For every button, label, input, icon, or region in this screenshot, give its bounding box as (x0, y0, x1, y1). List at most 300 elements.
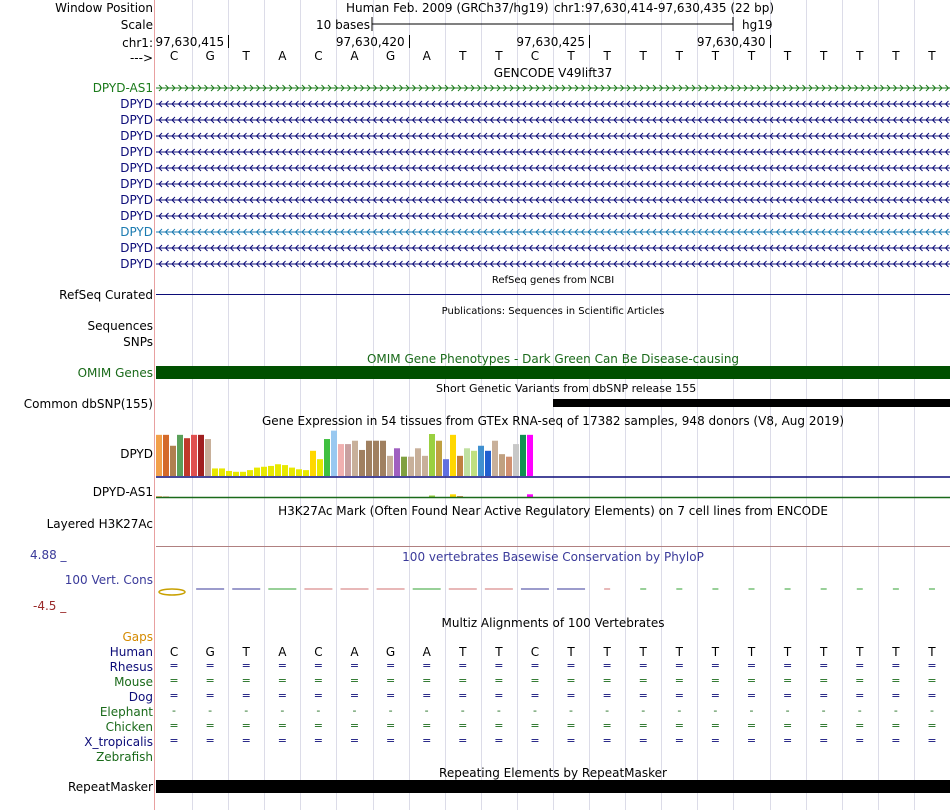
multiz-match-symbol: = (710, 719, 721, 732)
multiz-match-symbol: - (352, 704, 357, 717)
multiz-match-symbol: = (746, 689, 757, 702)
position-tick-label: 97,630,415 (155, 35, 225, 49)
gtex-track-title[interactable]: Gene Expression in 54 tissues from GTEx RNA-seq of 17382 samples, 948 donors (V8, Aug 2019) (261, 414, 845, 428)
multiz-match-symbol: = (891, 689, 901, 702)
multiz-match-symbol: = (710, 689, 721, 702)
gtex-tissue-bar[interactable] (380, 441, 386, 476)
multiz-match-symbol: - (821, 704, 826, 717)
multiz-match-symbol: = (349, 659, 360, 672)
gtex-tissue-bar[interactable] (443, 459, 449, 476)
gtex-tissue-bar[interactable] (352, 441, 358, 476)
gtex-tissue-bar[interactable] (485, 451, 491, 476)
multiz-match-symbol: = (277, 659, 287, 672)
dbsnp-track-title[interactable]: Short Genetic Variants from dbSNP release 155 (436, 382, 697, 395)
multiz-match-symbol: = (494, 734, 504, 747)
multiz-species-label[interactable]: Rhesus (109, 660, 153, 674)
multiz-match-symbol: = (494, 719, 504, 732)
multiz-match-symbol: - (641, 704, 646, 717)
gtex-tissue-bar[interactable] (429, 434, 435, 476)
multiz-match-symbol: = (277, 674, 287, 687)
omim-track-title[interactable]: OMIM Gene Phenotypes - Dark Green Can Be Disease-causing (366, 352, 740, 366)
phylop-ymax-label: 4.88 _ (30, 548, 67, 562)
multiz-species-label[interactable]: Zebrafish (96, 750, 153, 764)
multiz-match-symbol: = (241, 734, 251, 747)
gencode-transcript-label[interactable]: DPYD (120, 241, 153, 255)
chrom-label: chr1: (122, 36, 153, 50)
multiz-human-base: T (928, 645, 936, 659)
multiz-match-symbol: = (927, 734, 937, 747)
multiz-match-symbol: = (458, 674, 468, 687)
multiz-match-symbol: = (566, 659, 576, 672)
gtex-tissue-bar[interactable] (366, 441, 372, 476)
multiz-species-label[interactable]: Human (109, 645, 153, 659)
base-letter: T (603, 49, 611, 63)
multiz-match-symbol: = (313, 719, 324, 732)
multiz-match-symbol: = (746, 659, 757, 672)
publications-track-title[interactable]: Publications: Sequences in Scientific Articles (441, 306, 665, 317)
multiz-match-symbol: = (927, 659, 937, 672)
multiz-human-base: A (350, 645, 359, 659)
multiz-match-symbol: = (710, 734, 721, 747)
repeatmasker-track-title[interactable]: Repeating Elements by RepeatMasker (439, 766, 667, 780)
multiz-match-symbol: = (891, 659, 901, 672)
multiz-match-symbol: = (855, 734, 865, 747)
gencode-transcript-line[interactable] (156, 147, 950, 157)
multiz-human-base: G (205, 645, 215, 659)
position-tick-mark (409, 35, 410, 48)
gtex-tissue-bar[interactable] (520, 435, 526, 476)
multiz-match-symbol: = (674, 689, 684, 702)
gtex-tissue-bar[interactable] (492, 441, 498, 476)
multiz-match-symbol: = (349, 734, 360, 747)
multiz-match-symbol: = (819, 659, 829, 672)
gtex-tissue-bar[interactable] (359, 450, 365, 476)
multiz-species-label[interactable]: Dog (128, 690, 153, 704)
multiz-match-symbol: = (530, 659, 540, 672)
base-letter: C (530, 49, 540, 63)
multiz-human-base: T (747, 645, 756, 659)
multiz-match-symbol: = (819, 734, 829, 747)
multiz-match-symbol: = (782, 659, 793, 672)
base-letter: C (314, 49, 323, 63)
gtex-tissue-bar[interactable] (268, 466, 274, 476)
multiz-match-symbol: = (782, 689, 793, 702)
base-letter: G (385, 49, 396, 63)
multiz-match-symbol: = (602, 689, 612, 702)
multiz-match-symbol: = (530, 719, 540, 732)
multiz-match-symbol: = (422, 659, 432, 672)
gencode-transcript-line[interactable] (156, 83, 950, 93)
gtex-tissue-bar[interactable] (247, 470, 253, 476)
publications-snps-label[interactable]: SNPs (123, 335, 153, 349)
gencode-transcript-line[interactable] (156, 243, 950, 253)
multiz-match-symbol: = (819, 689, 829, 702)
gencode-transcript-line[interactable] (156, 259, 950, 269)
multiz-human-base: T (603, 645, 611, 659)
gtex-tissue-bar[interactable] (205, 439, 211, 476)
multiz-human-base: T (567, 645, 575, 659)
gencode-transcript-label[interactable]: DPYD (120, 161, 153, 175)
multiz-match-symbol: = (746, 734, 757, 747)
multiz-match-symbol: = (349, 719, 360, 732)
base-letter: T (459, 49, 467, 63)
multiz-match-symbol: = (891, 674, 901, 687)
multiz-match-symbol: = (746, 719, 757, 732)
multiz-match-symbol: = (169, 689, 179, 702)
gtex-tissue-bar[interactable] (401, 457, 407, 476)
multiz-match-symbol: = (385, 674, 396, 687)
multiz-match-symbol: = (313, 689, 324, 702)
multiz-match-symbol: = (241, 719, 251, 732)
multiz-match-symbol: = (241, 659, 251, 672)
multiz-match-symbol: = (169, 719, 179, 732)
multiz-match-symbol: = (205, 734, 215, 747)
multiz-match-symbol: = (277, 719, 287, 732)
multiz-match-symbol: = (205, 659, 215, 672)
multiz-match-symbol: = (855, 689, 865, 702)
multiz-match-symbol: = (277, 689, 287, 702)
multiz-human-base: T (856, 645, 864, 659)
multiz-match-symbol: = (782, 734, 793, 747)
multiz-human-base: A (278, 645, 287, 659)
multiz-match-symbol: = (313, 734, 324, 747)
omim-track-label[interactable]: OMIM Genes (77, 366, 153, 380)
gtex-tissue-bar[interactable] (408, 457, 414, 476)
gencode-transcript-label[interactable]: DPYD (120, 225, 153, 239)
gtex-tissue-bar[interactable] (254, 468, 260, 476)
multiz-match-symbol: = (349, 674, 360, 687)
gencode-transcript-label[interactable]: DPYD-AS1 (92, 81, 153, 95)
scale-bar-text: 10 bases (316, 18, 370, 32)
multiz-match-symbol: - (749, 704, 754, 717)
gtex-tissue-bar[interactable] (499, 454, 505, 476)
base-letter: T (242, 49, 250, 63)
gtex-tissue-bar[interactable] (191, 435, 197, 476)
gtex-tissue-bar[interactable] (415, 448, 421, 476)
multiz-match-symbol: = (566, 674, 576, 687)
multiz-match-symbol: = (385, 659, 396, 672)
gtex-tissue-bar[interactable] (198, 435, 204, 476)
gtex-tissue-bar[interactable] (156, 435, 162, 476)
multiz-match-symbol: = (710, 659, 721, 672)
gtex-tissue-bar[interactable] (261, 467, 267, 476)
h3k27ac-track-label[interactable]: Layered H3K27Ac (46, 517, 153, 531)
gencode-transcript-line[interactable] (156, 115, 950, 125)
phylop-track-label[interactable]: 100 Vert. Cons (64, 573, 153, 587)
multiz-match-symbol: - (244, 704, 249, 717)
multiz-match-symbol: = (674, 719, 684, 732)
multiz-match-symbol: = (422, 734, 432, 747)
multiz-match-symbol: - (857, 704, 862, 717)
gtex-tissue-bar[interactable] (527, 435, 533, 476)
position-tick-mark (770, 35, 771, 48)
gencode-transcript-line[interactable] (156, 211, 950, 221)
multiz-match-symbol: = (422, 674, 432, 687)
multiz-match-symbol: = (169, 734, 179, 747)
multiz-match-symbol: = (205, 719, 215, 732)
multiz-match-symbol: - (532, 704, 537, 717)
multiz-species-label[interactable]: Elephant (99, 705, 153, 719)
multiz-match-symbol: - (460, 704, 465, 717)
gtex-gene2-label[interactable]: DPYD-AS1 (92, 485, 153, 499)
multiz-match-symbol: - (280, 704, 285, 717)
multiz-match-symbol: = (891, 719, 901, 732)
multiz-match-symbol: = (927, 674, 937, 687)
multiz-match-symbol: - (388, 704, 393, 717)
base-letter: G (205, 49, 215, 63)
multiz-match-symbol: = (313, 659, 324, 672)
omim-gene-bar[interactable] (156, 366, 950, 379)
base-letter: T (747, 49, 756, 63)
label-divider[interactable] (154, 0, 155, 810)
h3k27ac-baseline (156, 546, 950, 548)
gtex-as1-tissue-bar[interactable] (527, 494, 533, 497)
multiz-human-base: T (820, 645, 828, 659)
gtex-tissue-bar[interactable] (177, 435, 183, 476)
multiz-match-symbol: = (891, 734, 901, 747)
position-tick-label: 97,630,430 (696, 35, 766, 49)
multiz-match-symbol: = (458, 719, 468, 732)
gtex-tissue-bar[interactable] (373, 441, 379, 476)
multiz-match-symbol: = (530, 689, 540, 702)
gtex-tissue-bar[interactable] (233, 472, 239, 476)
multiz-match-symbol: = (566, 734, 576, 747)
multiz-match-symbol: = (494, 689, 504, 702)
window-position-text: chr1:97,630,414-97,630,435 (22 bp) (554, 1, 775, 15)
gencode-transcript-line[interactable] (156, 99, 950, 109)
gencode-transcript-label[interactable]: DPYD (120, 129, 153, 143)
gtex-tissue-bar[interactable] (219, 468, 225, 476)
gencode-track-title[interactable]: GENCODE V49lift37 (493, 66, 613, 80)
position-tick-label: 97,630,420 (335, 35, 405, 49)
scale-db-label: hg19 (742, 18, 773, 32)
gtex-tissue-bar[interactable] (506, 457, 512, 476)
multiz-human-base: T (783, 645, 792, 659)
gtex-tissue-bar[interactable] (240, 472, 246, 476)
multiz-human-base: C (530, 645, 540, 659)
multiz-match-symbol: = (349, 689, 360, 702)
multiz-match-symbol: - (677, 704, 682, 717)
multiz-match-symbol: = (241, 674, 251, 687)
multiz-match-symbol: = (602, 734, 612, 747)
gtex-tissue-bar[interactable] (310, 451, 316, 476)
multiz-match-symbol: = (458, 734, 468, 747)
multiz-match-symbol: = (855, 659, 865, 672)
multiz-species-label[interactable]: Chicken (105, 720, 153, 734)
multiz-match-symbol: = (710, 674, 721, 687)
multiz-match-symbol: = (674, 734, 684, 747)
gencode-transcript-label[interactable]: DPYD (120, 177, 153, 191)
gencode-transcript-label[interactable]: DPYD (120, 257, 153, 271)
gtex-gene-label[interactable]: DPYD (120, 447, 153, 461)
multiz-match-symbol: = (277, 734, 287, 747)
gtex-tissue-bar[interactable] (226, 471, 232, 476)
gtex-tissue-bar[interactable] (478, 446, 484, 476)
multiz-match-symbol: = (422, 719, 432, 732)
gencode-transcript-label[interactable]: DPYD (120, 97, 153, 111)
gencode-transcript-label[interactable]: DPYD (120, 209, 153, 223)
base-letter: T (639, 49, 647, 63)
gtex-tissue-bar[interactable] (345, 444, 351, 476)
multiz-match-symbol: = (819, 719, 829, 732)
multiz-match-symbol: = (458, 659, 468, 672)
multiz-match-symbol: = (927, 719, 937, 732)
gtex-tissue-bar[interactable] (170, 446, 176, 476)
multiz-match-symbol: - (713, 704, 718, 717)
multiz-match-symbol: = (674, 659, 684, 672)
multiz-human-base: T (711, 645, 720, 659)
refseq-track-title[interactable]: RefSeq genes from NCBI (491, 275, 615, 286)
multiz-match-symbol: - (569, 704, 574, 717)
gencode-transcript-label[interactable]: DPYD (120, 193, 153, 207)
base-letter: C (169, 49, 179, 63)
publications-sequences-label[interactable]: Sequences (87, 319, 153, 333)
gtex-tissue-bar[interactable] (471, 451, 477, 476)
multiz-match-symbol: = (169, 659, 179, 672)
gtex-tissue-bar[interactable] (163, 435, 169, 476)
multiz-match-symbol: = (566, 719, 576, 732)
gtex-tissue-bar[interactable] (317, 459, 323, 476)
gtex-tissue-bar[interactable] (457, 456, 463, 476)
multiz-match-symbol: = (530, 734, 540, 747)
multiz-match-symbol: = (638, 674, 648, 687)
multiz-human-base: A (422, 645, 431, 659)
base-letter: A (422, 49, 431, 63)
multiz-match-symbol: - (208, 704, 213, 717)
multiz-match-symbol: = (530, 674, 540, 687)
multiz-match-symbol: = (205, 689, 215, 702)
multiz-human-base: C (169, 645, 179, 659)
phylop-track-title[interactable]: 100 vertebrates Basewise Conservation by PhyloP (402, 550, 704, 564)
gtex-tissue-bar[interactable] (450, 435, 456, 476)
multiz-match-symbol: - (605, 704, 610, 717)
multiz-human-base: T (459, 645, 467, 659)
refseq-track-label[interactable]: RefSeq Curated (59, 288, 153, 302)
multiz-match-symbol: = (638, 734, 648, 747)
multiz-species-label[interactable]: X_tropicalis (84, 735, 153, 749)
base-letter: T (675, 49, 683, 63)
gtex-tissue-bar[interactable] (513, 444, 519, 476)
phylop-ymin-label: -4.5 _ (33, 599, 67, 613)
gtex-tissue-bar[interactable] (212, 468, 218, 476)
gtex-tissue-bar[interactable] (338, 444, 344, 476)
dbsnp-variant-bar[interactable] (553, 399, 950, 407)
multiz-match-symbol: = (385, 689, 396, 702)
multiz-match-symbol: = (169, 674, 179, 687)
multiz-match-symbol: = (927, 689, 937, 702)
gtex-tissue-bar[interactable] (184, 438, 190, 476)
gtex-tissue-bar[interactable] (331, 431, 337, 476)
base-letter: A (350, 49, 359, 63)
h3k27ac-track-title[interactable]: H3K27Ac Mark (Often Found Near Active Regulatory Elements) on 7 cell lines from ENCODE (278, 504, 828, 518)
base-letter: T (567, 49, 575, 63)
multiz-match-symbol: = (602, 719, 612, 732)
position-tick-mark (589, 35, 590, 48)
multiz-match-symbol: - (316, 704, 321, 717)
multiz-human-base: C (314, 645, 323, 659)
multiz-match-symbol: = (638, 719, 648, 732)
strand-arrow: ---> (129, 51, 153, 65)
gtex-as1-tissue-bar[interactable] (450, 494, 456, 497)
dbsnp-track-label[interactable]: Common dbSNP(155) (23, 397, 153, 411)
multiz-match-symbol: = (566, 689, 576, 702)
gtex-expression-chart[interactable] (156, 425, 950, 501)
multiz-match-symbol: = (385, 719, 396, 732)
multiz-match-symbol: = (602, 674, 612, 687)
multiz-match-symbol: = (422, 689, 432, 702)
assembly-name: Human Feb. 2009 (GRCh37/hg19) (346, 1, 549, 15)
multiz-match-symbol: = (782, 674, 793, 687)
repeatmasker-track-label[interactable]: RepeatMasker (67, 780, 153, 794)
gtex-tissue-bar[interactable] (387, 456, 393, 476)
gtex-tissue-bar[interactable] (436, 441, 442, 476)
gtex-tissue-bar[interactable] (464, 448, 470, 476)
base-letter: T (495, 49, 503, 63)
multiz-match-symbol: - (172, 704, 177, 717)
multiz-match-symbol: = (494, 659, 504, 672)
base-letter: T (856, 49, 864, 63)
multiz-match-symbol: = (674, 674, 684, 687)
multiz-match-symbol: = (313, 674, 324, 687)
gencode-transcript-line[interactable] (156, 163, 950, 173)
gtex-tissue-bar[interactable] (296, 469, 302, 476)
gtex-tissue-bar[interactable] (324, 439, 330, 476)
multiz-match-symbol: = (638, 689, 648, 702)
multiz-match-symbol: = (819, 674, 829, 687)
multiz-match-symbol: - (785, 704, 790, 717)
gencode-transcript-label[interactable]: DPYD (120, 113, 153, 127)
multiz-match-symbol: - (496, 704, 501, 717)
gencode-transcript-label[interactable]: DPYD (120, 145, 153, 159)
multiz-human-base: G (385, 645, 396, 659)
gencode-transcript-line[interactable] (156, 179, 950, 189)
multiz-human-base: T (242, 645, 250, 659)
gtex-tissue-bar[interactable] (289, 468, 295, 476)
gencode-transcript-line[interactable] (156, 227, 950, 237)
multiz-human-base: T (892, 645, 900, 659)
multiz-match-symbol: = (494, 674, 504, 687)
gtex-tissue-bar[interactable] (275, 464, 281, 476)
position-tick-mark (228, 35, 229, 48)
gencode-transcript-line[interactable] (156, 131, 950, 141)
multiz-gaps-label[interactable]: Gaps (122, 630, 153, 644)
gencode-transcript-line[interactable] (156, 195, 950, 205)
multiz-match-symbol: = (385, 734, 396, 747)
multiz-match-symbol: - (424, 704, 429, 717)
gtex-tissue-bar[interactable] (394, 448, 400, 476)
multiz-match-symbol: = (205, 674, 215, 687)
refseq-gene-line[interactable] (156, 294, 950, 296)
multiz-species-label[interactable]: Mouse (114, 675, 153, 689)
multiz-match-symbol: = (602, 659, 612, 672)
base-letter: T (892, 49, 900, 63)
multiz-track-title[interactable]: Multiz Alignments of 100 Vertebrates (441, 616, 665, 630)
multiz-match-symbol: = (638, 659, 648, 672)
multiz-human-base: T (675, 645, 683, 659)
multiz-match-symbol: = (458, 689, 468, 702)
repeatmasker-element-bar[interactable] (156, 780, 950, 793)
gtex-tissue-bar[interactable] (303, 470, 309, 476)
position-tick-label: 97,630,425 (516, 35, 586, 49)
multiz-match-symbol: = (241, 689, 251, 702)
gtex-tissue-bar[interactable] (282, 465, 288, 476)
gtex-tissue-bar[interactable] (422, 456, 428, 476)
base-letter: T (820, 49, 828, 63)
multiz-human-base: T (639, 645, 647, 659)
base-letter: T (928, 49, 936, 63)
multiz-match-symbol: = (746, 674, 757, 687)
phylop-conservation-plot[interactable] (156, 583, 950, 597)
